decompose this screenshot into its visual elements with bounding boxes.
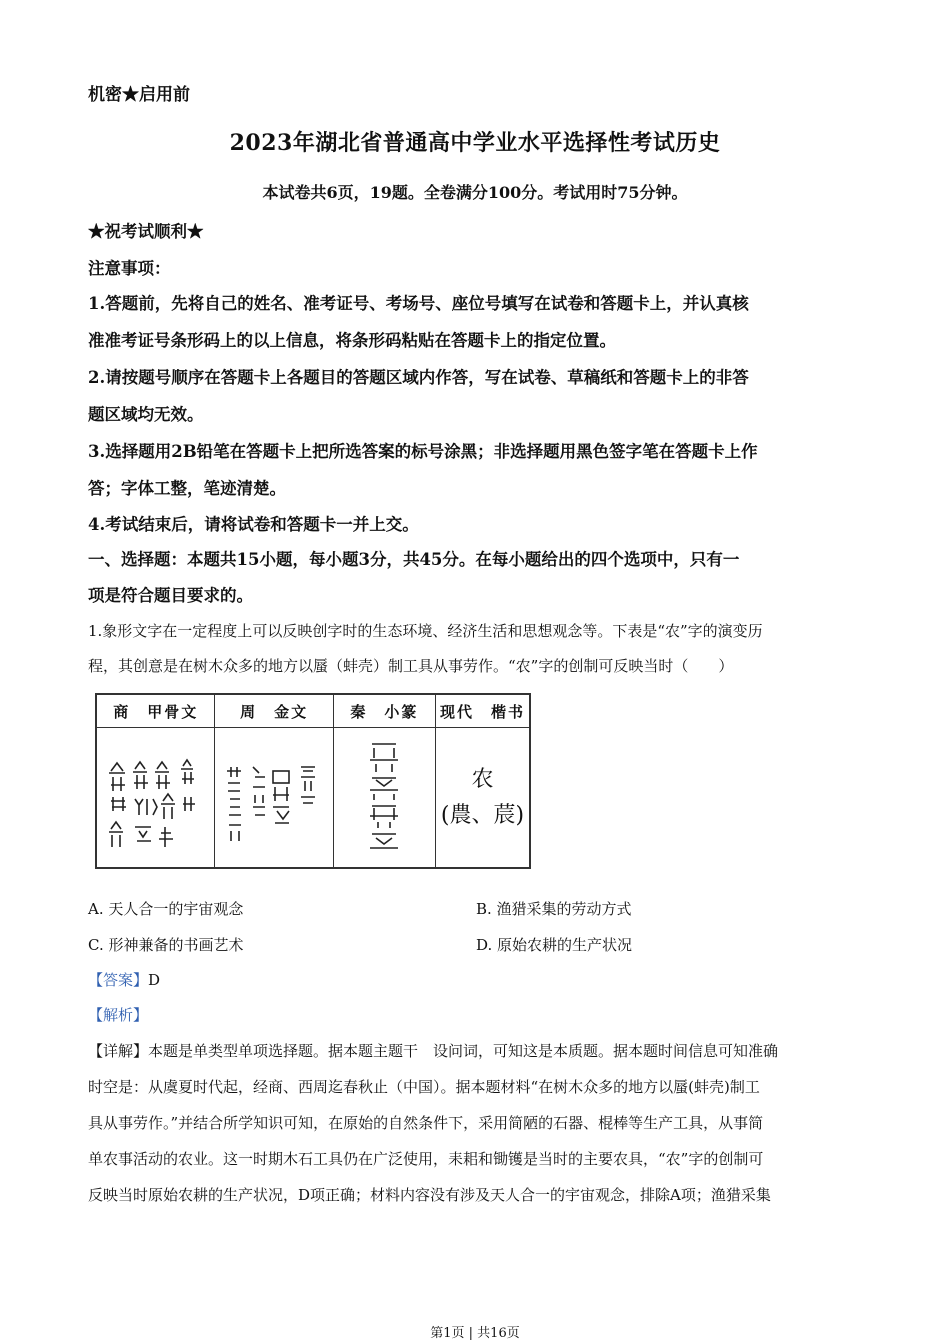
- notice-line: 4.考试结束后，请将试卷和答题卡一并上交。: [88, 515, 419, 534]
- wish-line: ★祝考试顺利★: [88, 222, 204, 241]
- oracle-bone-glyphs: [96, 728, 215, 869]
- option-b[interactable]: B. 渔猎采集的劳动方式: [476, 900, 632, 918]
- section-heading: 一、选择题：本题共15小题，每小题3分，共45分。在每小题给出的四个选项中，只有一: [88, 550, 740, 569]
- notice-line: 1.答题前，先将自己的姓名、准考证号、考场号、座位号填写在试卷和答题卡上，并认真核: [88, 294, 749, 313]
- answer-value: D: [148, 971, 161, 989]
- bronze-glyphs-image: [219, 741, 329, 851]
- answer-label: 【答案】: [88, 971, 149, 989]
- small-seal-glyphs: [333, 728, 435, 869]
- option-d[interactable]: D. 原始农耕的生产状况: [476, 936, 633, 954]
- notice-heading: 注意事项：: [88, 259, 171, 278]
- answer-line: [88, 969, 864, 990]
- modern-character: 农: [471, 766, 494, 792]
- section-heading: 项是符合题目要求的。: [88, 586, 253, 605]
- detail-line: 单农事活动的农业。这一时期木石工具仍在广泛使用，耒耜和锄镬是当时的主要农具，“农”字的创制可: [88, 1150, 764, 1168]
- notice-line: 3.选择题用2B铅笔在答题卡上把所选答案的标号涂黑；非选择题用黑色签字笔在答题卡上作: [88, 442, 758, 461]
- notice-line: 答；字体工整，笔迹清楚。: [88, 479, 286, 498]
- confidential-label: 机密★启用前: [88, 85, 190, 105]
- notice-line: 2.请按题号顺序在答题卡上各题目的答题区域内作答，写在试卷、草稿纸和答题卡上的非答: [88, 368, 749, 387]
- notice-line: 准准考证号条形码上的以上信息，将条形码粘贴在答题卡上的指定位置。: [88, 331, 616, 350]
- detail-line: 反映当时原始农耕的生产状况，D项正确；材料内容没有涉及天人合一的宇宙观念，排除A项；渔猎采集: [88, 1186, 771, 1204]
- table-header: 秦 小篆: [333, 694, 435, 728]
- detail-line: 具从事劳作。”并结合所学知识可知，在原始的自然条件下，采用简陋的石器、棍棒等生产工具，从事简: [88, 1114, 764, 1132]
- detail-line: 【详解】本题是单类型单项选择题。据本题主题干 设问词，可知这是本质题。据本题时间信息可知准确: [88, 1042, 779, 1060]
- modern-variants: (農、莀): [440, 802, 525, 828]
- question-stem: 程，其创意是在树木众多的地方以蜃（蚌壳）制工具从事劳作。“农”字的创制可反映当时（ ）: [88, 657, 734, 675]
- analysis-label: 【解析】: [88, 1006, 149, 1024]
- option-c[interactable]: C. 形神兼备的书画艺术: [88, 936, 244, 954]
- table-header: 商 甲骨文: [96, 694, 215, 728]
- notice-line: 题区域均无效。: [88, 405, 204, 424]
- oracle-bone-glyphs-image: [101, 741, 211, 851]
- table-header: 现代 楷书: [435, 694, 530, 728]
- bronze-glyphs: [215, 728, 333, 869]
- exam-subtitle: 本试卷共6页，19题。全卷满分100分。考试用时75分钟。: [262, 183, 688, 202]
- exam-title: 2023年湖北省普通高中学业水平选择性考试历史: [229, 130, 721, 156]
- small-seal-glyphs-image: [354, 736, 414, 856]
- character-evolution-table: [95, 693, 531, 869]
- detail-line: 时空是：从虞夏时代起，经商、西周迄春秋止（中国）。据本题材料“在树木众多的地方以蜃(蚌壳)制工: [88, 1078, 760, 1096]
- question-stem: 1.象形文字在一定程度上可以反映创字时的生态环境、经济生活和思想观念等。下表是“农”字的演变历: [88, 622, 763, 640]
- table-header: 周 金文: [215, 694, 333, 728]
- page-footer: 第1页 | 共16页: [430, 1326, 520, 1341]
- option-a[interactable]: A. 天人合一的宇宙观念: [88, 900, 244, 918]
- regular-script-cell: [435, 728, 530, 869]
